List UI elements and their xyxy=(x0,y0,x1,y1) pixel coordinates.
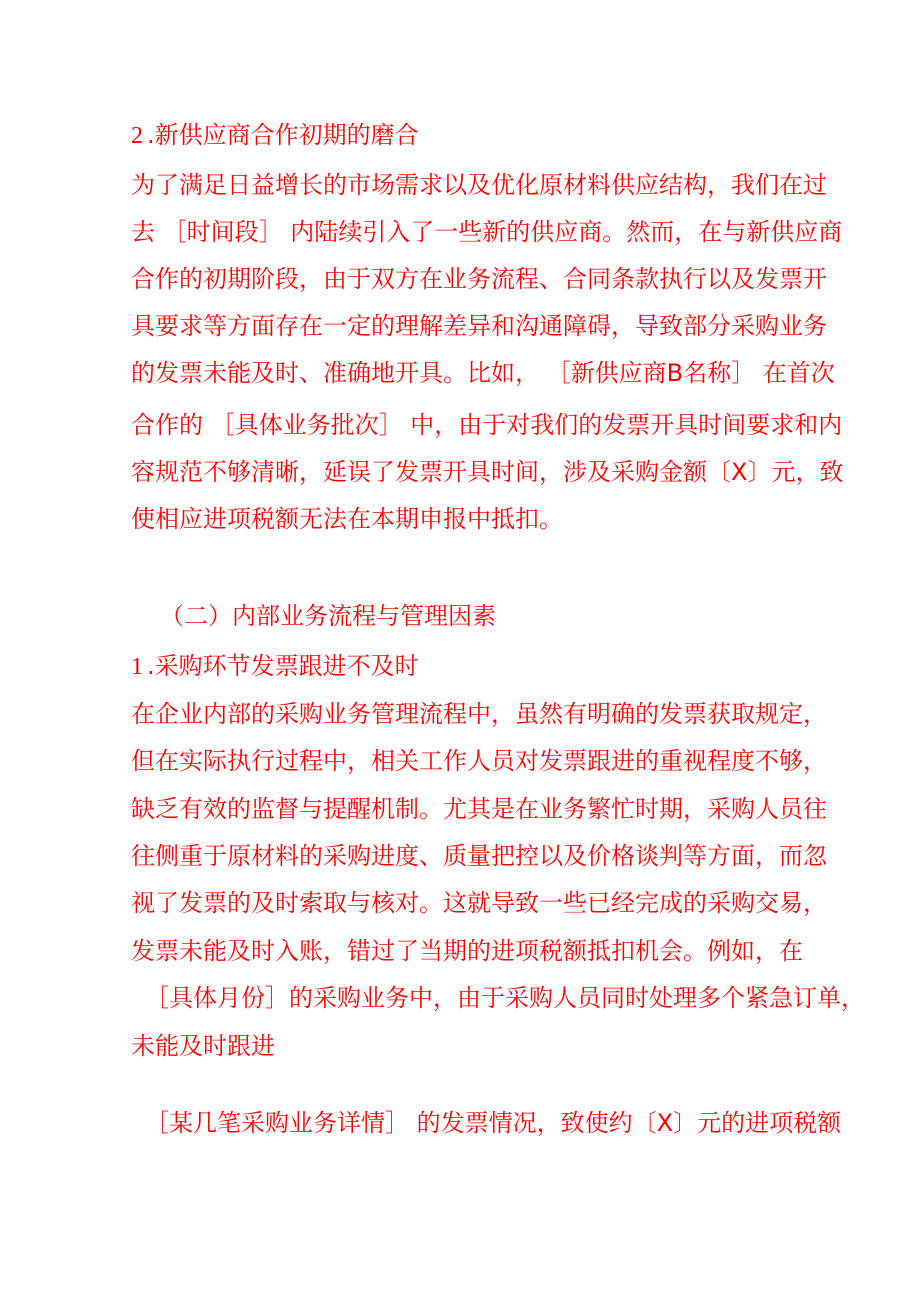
paragraph-line: 发票未能及时入账，错过了当期的进项税额抵扣机会。例如，在 xyxy=(131,937,803,965)
paragraph-line: 合作的 ［具体业务批次］ 中，由于对我们的发票开具时间要求和内 xyxy=(131,411,843,439)
paragraph-line: 视了发票的及时索取与核对。这就导致一些已经完成的采购交易， xyxy=(131,889,827,917)
paragraph-line: 合作的初期阶段，由于双方在业务流程、合同条款执行以及发票开 xyxy=(131,265,827,293)
paragraph-line: 的发票未能及时、准确地开具。比如， ［新供应商B名称］ 在首次 xyxy=(131,359,835,387)
subsection-number: 2 xyxy=(131,123,143,149)
section-heading: （二）内部业务流程与管理因素 xyxy=(160,602,496,630)
paragraph-line: 容规范不够清晰，延误了发票开具时间，涉及采购金额〔X〕元，致 xyxy=(131,458,844,486)
paragraph-line: 具要求等方面存在一定的理解差异和沟通障碍，导致部分采购业务 xyxy=(131,312,827,340)
subsection-title: .采购环节发票跟进不及时 xyxy=(147,652,419,680)
subsection-title: .新供应商合作初期的磨合 xyxy=(147,121,419,149)
paragraph-line: 未能及时跟进 xyxy=(131,1032,275,1060)
paragraph-line: 为了满足日益增长的市场需求以及优化原材料供应结构，我们在过 xyxy=(131,171,827,199)
subsection-heading xyxy=(131,651,419,682)
subsection-heading xyxy=(131,120,419,151)
paragraph-line: 往侧重于原材料的采购进度、质量把控以及价格谈判等方面，而忽 xyxy=(131,842,827,870)
paragraph-line: 去 ［时间段］ 内陆续引入了一些新的供应商。然而，在与新供应商 xyxy=(131,218,843,246)
paragraph-line: 在企业内部的采购业务管理流程中，虽然有明确的发票获取规定， xyxy=(131,700,827,728)
paragraph-line: 但在实际执行过程中，相关工作人员对发票跟进的重视程度不够， xyxy=(131,747,827,775)
paragraph-line: 使相应进项税额无法在本期申报中抵扣。 xyxy=(131,505,563,533)
paragraph-line: ［某几笔采购业务详情］ 的发票情况，致使约〔X〕元的进项税额 xyxy=(145,1109,842,1137)
paragraph-line: ［具体月份］的采购业务中，由于采购人员同时处理多个紧急订单， xyxy=(145,984,865,1012)
subsection-number: 1 xyxy=(131,654,143,680)
paragraph-line: 缺乏有效的监督与提醒机制。尤其是在业务繁忙时期，采购人员往 xyxy=(131,795,827,823)
